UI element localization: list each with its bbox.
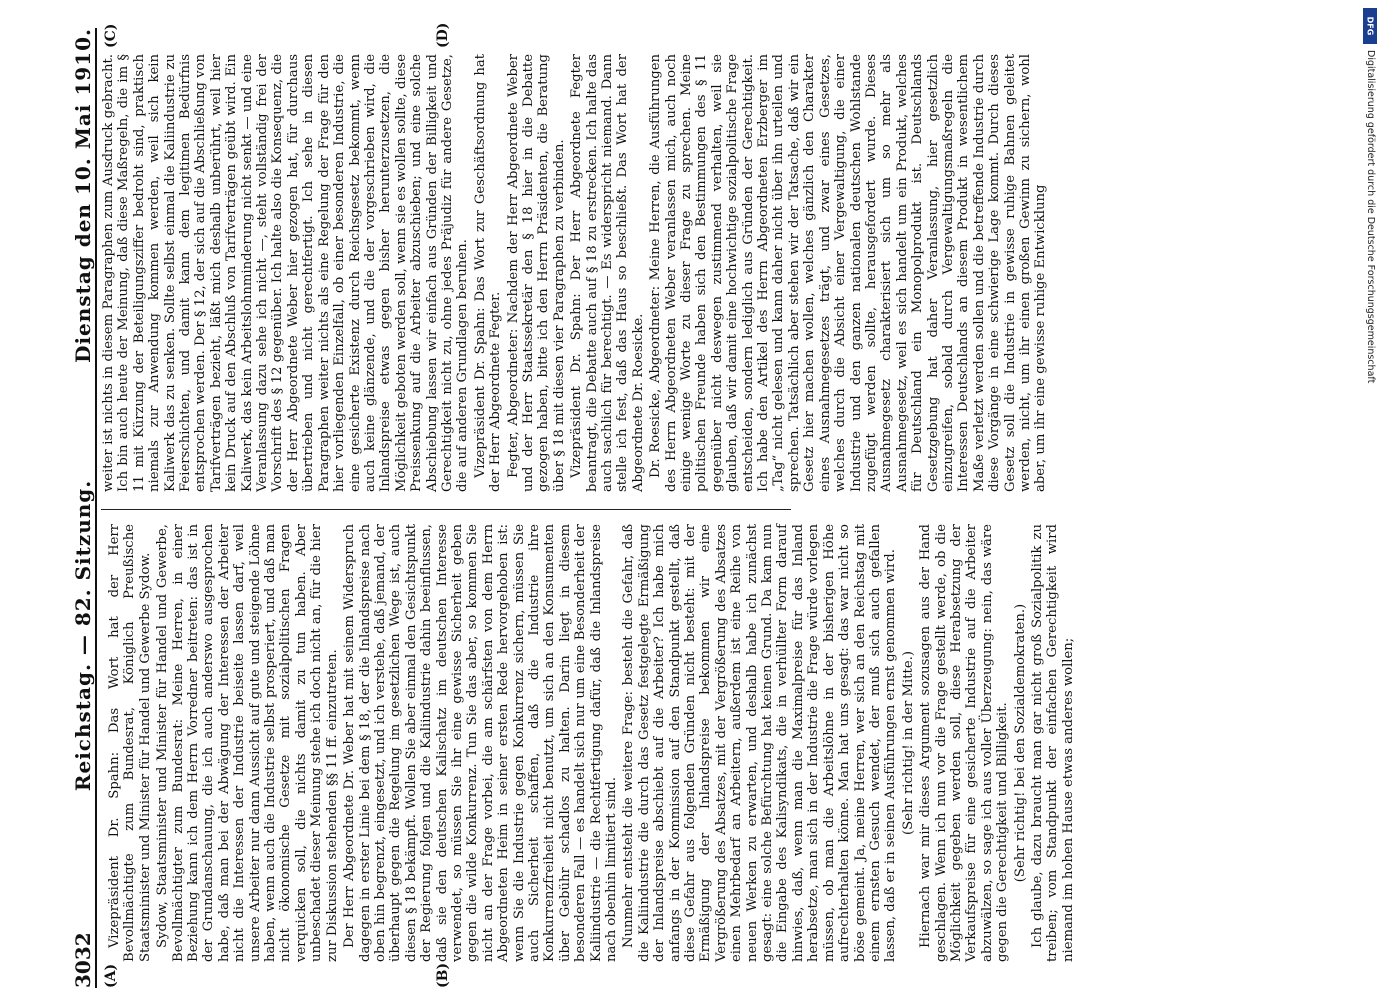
- column-divider: [101, 509, 791, 510]
- left-column: [101, 524, 1076, 962]
- paragraph: Dr. Roesicke, Abgeordneter: Meine Herren, die Ausführungen des Herrn Abgeordneten Weber veranlassen mich, auch noch einige wenige Worte zu dieser Frage zu sprechen. Meine politischen Freunde haben sich den Bestimmungen des § 11 gegenüber nicht deswegen zustimmend verhalten, weil sie glauben, daß wir damit eine hochwichtige sozialpolitische Frage entscheiden, sondern lediglich aus Gründen der Gerechtigkeit. Ich habe den Artikel des Herrn Abgeordneten Erzberger im „Tag“ nicht gelesen und kann daher nicht über ihn urteilen und sprechen. Tatsächlich aber stehen wir der Tatsache, daß wir ein Gesetz hier machen wollen, welches gänzlich den Charakter eines Ausnahmegesetzes trägt, und zwar eines Gesetzes, welches durch die Absicht einer Vergewaltigung, die einer Industrie und den ganzen nationalen deutschen Wohlstande zugefügt werden sollte, herausgefordert wurde. Dieses Ausnahmegesetz charakterisiert sich um so mehr als Ausnahmegesetz, weil es sich handelt um ein Produkt, welches für Deutschland ein Monopolprodukt ist. Deutschlands Gesetzgebung hat daher Veranlassung, hier gesetzlich einzugreifen, sobald durch Vergewaltigungsmaßregeln die Interessen Deutschlands an diesem Produkt in wesentlichem Maße verletzt werden sollen und die betreffende Industrie durch diese Vorgänge in eine schwierige Lage kommt. Durch dieses Gesetz soll die Industrie in gewisse ruhige Bahnen geleitet werden, nicht, um ihr einen großen Gewinn zu sichern, wohl aber, um ihr eine gewisse ruhige Entwicklung: [648, 54, 1049, 492]
- digitization-note: [1363, 50, 1377, 430]
- paragraph: Fegter, Abgeordneter: Nachdem der Herr Abgeordnete Weber und der Herr Staatssekretär den § 18 hier in die Debatte gezogen haben, bitte ich den Herrn Präsidenten, die Beratung über § 18 mit diesen vier Paragraphen zu verbinden.: [505, 54, 567, 492]
- paragraph: Nunmehr entsteht die weitere Frage: besteht die Gefahr, daß die Kaliindustrie die durch das Gesetz festgelegte Ermäßigung der Inlandspreise abschiebt auf die Arbeiter? Ich habe mich anfangs in der Kommission auf den Standpunkt gestellt, daß diese Gefahr aus folgenden Gründen nicht besteht: mit der Ermäßigung der Inlandspreise bekommen wir eine Vergrößerung des Absatzes, mit der Vergrößerung des Absatzes einen Mehrbedarf an Arbeitern, außerdem ist eine Reihe von neuen Werken zu erwarten, und deshalb habe ich zunächst gesagt: eine solche Befürchtung hat keinen Grund. Da kam nun die Eingabe des Kalisyndikats, die in verhüllter Form darauf hinwies, daß, wenn man die Maximalpreise für das Inland herabsetze, man sich in der Industrie die Frage würde vorlegen müssen, ob man die Arbeitslöhne in der bisherigen Höhe aufrechterhalten könne. Man hat uns gesagt: das war nicht so böse gemeint. Ja, meine Herren, wer sich an den Reichstag mit einem ernsten Gesuch wendet, der muß sich auch gefallen lassen, daß er in seinen Ausführungen ernst genommen wird.: [621, 524, 899, 962]
- rotated-newspaper-page: [55, 22, 1076, 988]
- right-column: [101, 54, 1049, 492]
- paragraph: Hiernach war mir dieses Argument sozusagen aus der Hand geschlagen. Wenn ich nun vor die Frage gestellt werde, ob die Möglichkeit gegeben werden soll, diese Herabsetzung der Verkaufspreise für eine gesicherte Industrie auf die Arbeiter abzuwälzen, so sage ich aus voller Überzeugung: nein, das wäre gegen die Gerechtigkeit und Billigkeit.: [918, 524, 1011, 962]
- margin-mark-a: (A): [103, 963, 119, 988]
- dfg-logo-text: DFG: [1365, 16, 1375, 36]
- page-header: [55, 28, 97, 988]
- paragraph: Sydow, Staatsminister und Minister für Handel und Gewerbe, Bevollmächtigter zum Bundesrat: Meine Herren, in einer Beziehung kann ich dem Herrn Vorredner beitreten: das ist in der Grundanschauung, die ich auch anderswo ausgesprochen habe, daß man bei der Abwägung der Interessen der Arbeiter nicht die Interessen der Industrie beiseite lassen darf, weil unsere Arbeiter nur dann Aussicht auf gute und steigende Löhne haben, wenn auch die Industrie selbst prosperiert, und daß man nicht ökonomische Gesetze mit sozialpolitischen Fragen verquicken soll, die nichts damit zu tun haben. Aber unbeschadet dieser Meinung stehe ich doch nicht an, für die hier zur Diskussion stehenden §§ 11 ff. einzutreten.: [155, 524, 340, 962]
- running-title: Reichstag. — 82. Sitzung.: [71, 479, 95, 792]
- digitization-note-text: Digitalisierung gefördert durch die Deutsche Forschungsgemeinschaft: [1365, 50, 1376, 384]
- running-date: Dienstag den 10. Mai 1910.: [71, 28, 95, 363]
- paragraph: Ich glaube, dazu braucht man gar nicht groß Sozialpolitik zu treiben; vom Standpunkt der einfachen Gerechtigkeit wird niemand im hohen Hause etwas anderes wollen;: [1029, 524, 1076, 962]
- dfg-logo: [1363, 8, 1377, 44]
- paragraph: Vizepräsident Dr. Spahn: Das Wort zur Geschäftsordnung hat der Herr Abgeordnete Fegter.: [472, 54, 504, 492]
- paragraph: weiter ist nichts in diesem Paragraphen zum Ausdruck gebracht. Ich bin auch heute der Meinung, daß diese Maßregeln, die im § 11 mit Kürzung der Beteiligungsziffer bedroht sind, praktisch niemals zur Anwendung kommen werden, weil sich kein Kaliwerk das zu senken. Sollte selbst einmal die Kaliindustrie zu Feierschichten, und damit kann dem legitimen Bedürfnis entsprochen werden. Der § 12, der sich auf die Abschließung von Tarifverträgen bezieht, läßt mich deshalb unberührt, weil hier kein Druck auf den Abschluß von Tarifverträgen geübt wird. Ein Kaliwerk, das kein Arbeitslohnminderung nicht senkt — und eine Veranlassung dazu sehe ich nicht —, steht vollständig frei der Vorschrift des § 12 gegenüber. Ich halte also die Konsequenz, die der Herr Abgeordnete Weber hier gezogen hat, für durchaus übertrieben und nicht gerechtfertigt. Ich sehe in diesen Paragraphen weiter nichts als eine Regelung der Frage für den hier vorliegenden Einzelfall, ob einer besonderen Industrie, die eine gesicherte Existenz durch Reichsgesetz bekommt, wenn auch keine glänzende, und die der vorgeschrieben wird, die Inlandspreise etwas gegen bisher herunterzusetzen, die Möglichkeit geboten werden soll, wenn sie es wollen sollte, diese Preissenkung auf die Arbeiter abzuschieben; und eine solche Abschiebung lassen wir einfach aus Gründen der Billigkeit und Gerechtigkeit nicht zu, ohne jedes Präjudiz für andere Gesetze, die auf anderen Grundlagen beruhen.: [101, 54, 471, 492]
- interjection: (Sehr richtig! in der Mitte.): [900, 651, 916, 835]
- paragraph: Vizepräsident Dr. Spahn: Das Wort hat der Herr Bevollmächtigte zum Bundesrat, Königlich Preußische Staatsminister und Minister für Handel und Gewerbe Sydow.: [107, 524, 153, 962]
- page-number: 3032: [71, 932, 95, 988]
- margin-mark-c: (C): [103, 23, 119, 48]
- margin-mark-b: (B): [435, 962, 451, 988]
- text-columns: [101, 28, 1076, 988]
- margin-mark-d: (D): [435, 22, 451, 48]
- dfg-side-strip: [1363, 8, 1377, 428]
- interjection: (Sehr richtig! bei den Sozialdemokraten.): [1012, 603, 1028, 883]
- paragraph: Der Herr Abgeordnete Dr. Weber hat mit seinem Widerspruch dagegen in erster Linie bei dem § 18, der die Inlandspreise nach oben hin begrenzt, eingesetzt, und ich verstehe, daß jemand, der überhaupt gegen die Regelung im gesetzlichen Wege ist, auch diesen § 18 bekämpft. Wollen Sie aber einmal den Gesichtspunkt der Regierung folgen und die Kaliindustrie dahin beeinflussen, daß sie den deutschen Kalischatz im deutschen Interesse verwendet, so müssen Sie ihr eine gewisse Sicherheit geben gegen die wilde Konkurrenz. Tun Sie das aber, so kommen Sie nicht an der Frage vorbei, die am schärfsten von dem Herrn Abgeordneten Heim in seiner ersten Rede hervorgehoben ist: wenn Sie die Industrie gegen Konkurrenz sichern, müssen Sie auch Sicherheit schaffen, daß die Industrie ihre Konkurrenzfreiheit nicht benutzt, um sich an den Konsumenten über Gebühr schadlos zu halten. Darin liegt in diesem besonderen Fall — es handelt sich nur um eine Besonderheit der Kaliindustrie — die Rechtfertigung dafür, daß die Inlandspreise nach obenhin limitiert sind.: [342, 524, 619, 962]
- paragraph: Vizepräsident Dr. Spahn: Der Herr Abgeordnete Fegter beantragt, die Debatte auch auf § 18 zu erstrecken. Ich halte das auch sachlich für berechtigt. — Es widerspricht niemand. Dann stelle ich fest, daß das Haus so beschließt. Das Wort hat der Abgeordnete Dr. Roesicke.: [569, 54, 646, 492]
